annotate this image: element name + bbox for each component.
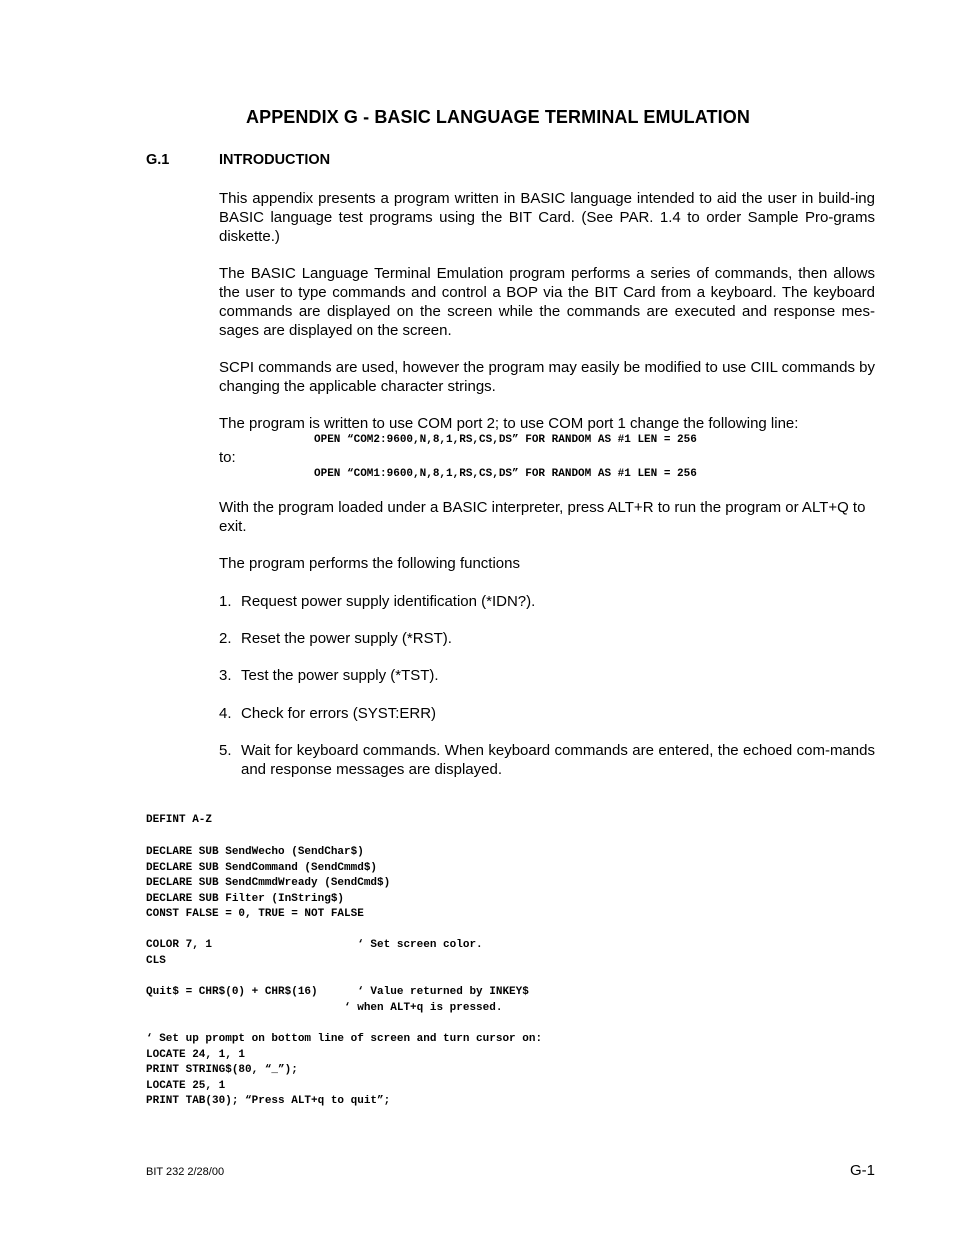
list-item: Check for errors (SYST:ERR) (241, 705, 437, 722)
list-item-number: 3. (219, 667, 232, 684)
list-item-number: 2. (219, 630, 232, 647)
paragraph-com-port: The program is written to use COM port 2; to use COM port 1 change the following line: (219, 415, 799, 432)
list-item-number: 1. (219, 593, 232, 610)
list-item: Request power supply identification (*IDN?). (241, 593, 536, 610)
section-title: INTRODUCTION (219, 152, 331, 168)
code-block-color: COLOR 7, 1 ‘ Set screen color. CLS (146, 939, 483, 967)
code-block-prompt: ‘ Set up prompt on bottom line of screen and turn cursor on: LOCATE 24, 1, 1 PRINT STRING$(80, “_”); LOCATE 25, 1 PRINT TAB(30); “Press ALT+q to quit”; (146, 1033, 543, 1107)
page-number: G-1 (850, 1162, 876, 1179)
paragraph-intro: This appendix presents a program written in BASIC language intended to aid the user in build-ing BASIC language test programs using the BIT Card. (See PAR. 1.4 to order Sample Pro-grams diskette.) (219, 190, 875, 245)
paragraph-run: With the program loaded under a BASIC interpreter, press ALT+R to run the program or ALT+Q to exit. (219, 499, 866, 535)
list-item: Test the power supply (*TST). (241, 667, 439, 684)
list-item: Wait for keyboard commands. When keyboard commands are entered, the echoed com-mands and response messages are displayed. (241, 742, 875, 778)
code-block-defint: DEFINT A-Z (146, 814, 213, 826)
page-title: APPENDIX G - BASIC LANGUAGE TERMINAL EMULATION (246, 107, 750, 127)
code-line-com2: OPEN “COM2:9600,N,8,1,RS,CS,DS” FOR RANDOM AS #1 LEN = 256 (314, 434, 697, 446)
paragraph-scpi: SCPI commands are used, however the program may easily be modified to use CIIL commands by changing the applicable character strings. (219, 359, 875, 395)
list-item: Reset the power supply (*RST). (241, 630, 452, 647)
paragraph-description: The BASIC Language Terminal Emulation program performs a series of commands, then allows the user to type commands and control a BOP via the BIT Card from a keyboard. The keyboard commands are displayed on the screen while the commands are executed and response mes-sages are displayed on the screen. (219, 265, 875, 339)
code-line-com1: OPEN “COM1:9600,N,8,1,RS,CS,DS” FOR RANDOM AS #1 LEN = 256 (314, 468, 697, 480)
list-item-number: 4. (219, 705, 232, 722)
to-label: to: (219, 449, 236, 466)
list-item-number: 5. (219, 742, 232, 759)
section-number: G.1 (146, 152, 170, 168)
footer-doc-id: BIT 232 2/28/00 (146, 1166, 225, 1178)
paragraph-functions-intro: The program performs the following functions (219, 555, 520, 572)
code-block-declarations: DECLARE SUB SendWecho (SendChar$) DECLARE SUB SendCommand (SendCmmd$) DECLARE SUB SendCmmdWready (SendCmd$) DECLARE SUB Filter (InString$) CONST FALSE = 0, TRUE = NOT FALSE (146, 846, 391, 920)
code-block-quit: Quit$ = CHR$(0) + CHR$(16) ‘ Value returned by INKEY$ ‘ when ALT+q is pressed. (146, 986, 529, 1014)
